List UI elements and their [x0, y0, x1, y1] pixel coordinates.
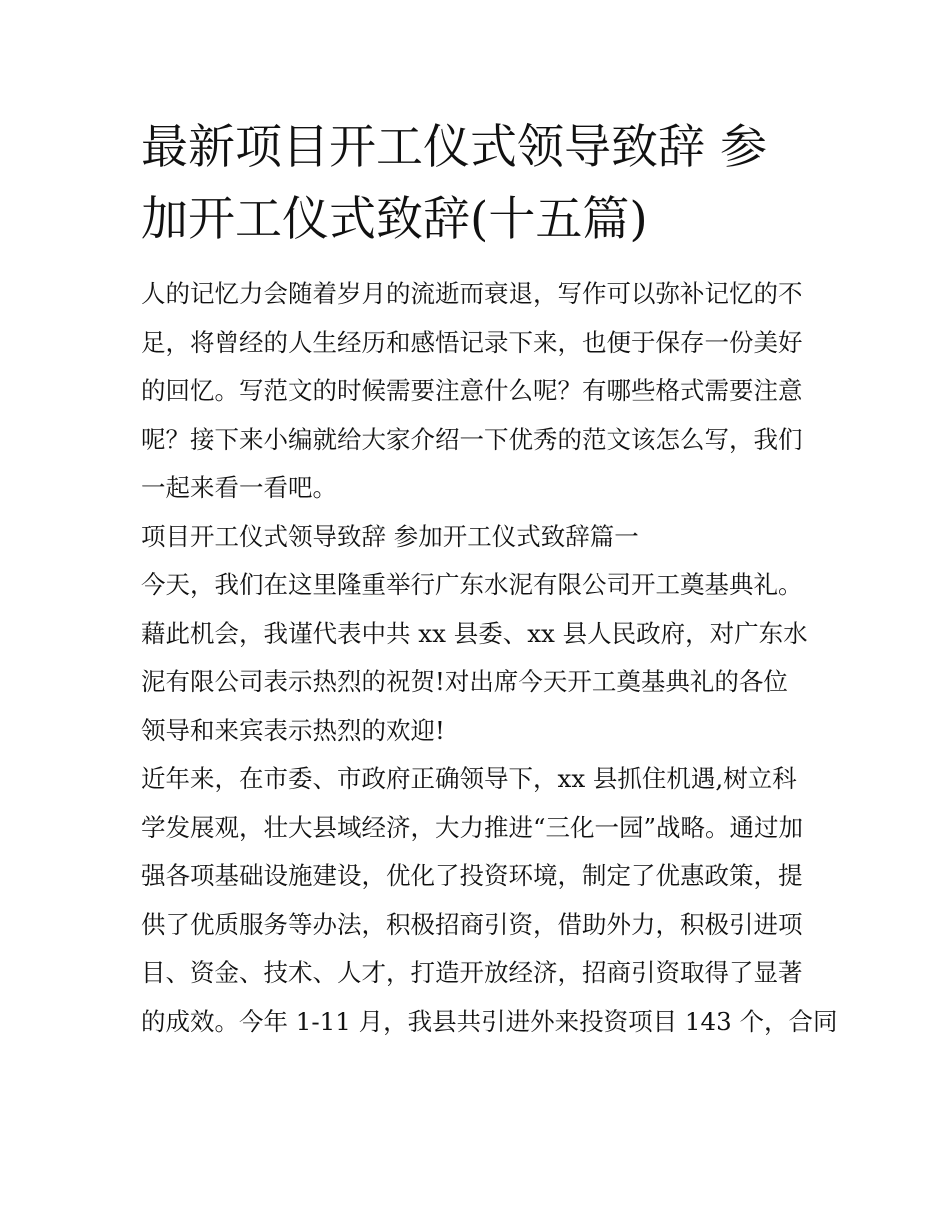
document-body	[141, 270, 838, 1046]
body-line: 今天，我们在这里隆重举行广东水泥有限公司开工奠基典礼。	[141, 570, 803, 599]
body-line: 领导和来宾表示热烈的欢迎!	[141, 715, 445, 745]
body-line: 人的记忆力会随着岁月的流逝而衰退，写作可以弥补记忆的不	[141, 279, 803, 308]
body-line: 近年来，在市委、市政府正确领导下，xx 县抓住机遇,树立科	[141, 764, 797, 793]
body-line: 一起来看一看吧。	[141, 473, 337, 502]
body-line: 呢？接下来小编就给大家介绍一下优秀的范文该怎么写，我们	[141, 424, 803, 454]
body-line: 学发展观，壮大县域经济，大力推进“三化一园”战略。通过加	[141, 812, 804, 842]
title-line: 最新项目开工仪式领导致辞 参	[141, 120, 767, 175]
body-line: 的成效。今年 1-11 月，我县共引进外来投资项目 143 个，合同	[141, 1006, 838, 1036]
body-line: 供了优质服务等办法，积极招商引资，借助外力，积极引进项	[141, 909, 803, 939]
body-line: 藉此机会，我谨代表中共 xx 县委、xx 县人民政府，对广东水	[141, 618, 808, 648]
document-content	[141, 112, 838, 1046]
body-line: 足，将曾经的人生经历和感悟记录下来，也便于保存一份美好	[141, 327, 803, 357]
body-line: 强各项基础设施建设，优化了投资环境，制定了优惠政策，提	[141, 861, 803, 890]
body-line: 的回忆。写范文的时候需要注意什么呢？有哪些格式需要注意	[141, 376, 803, 405]
body-line: 目、资金、技术、人才，打造开放经济，招商引资取得了显著	[141, 958, 803, 987]
document-title	[141, 112, 813, 256]
title-line: 加开工仪式致辞(十五篇)	[141, 192, 648, 247]
body-line: 泥有限公司表示热烈的祝贺!对出席今天开工奠基典礼的各位	[141, 667, 788, 696]
section-heading: 项目开工仪式领导致辞 参加开工仪式致辞篇一	[141, 521, 639, 551]
